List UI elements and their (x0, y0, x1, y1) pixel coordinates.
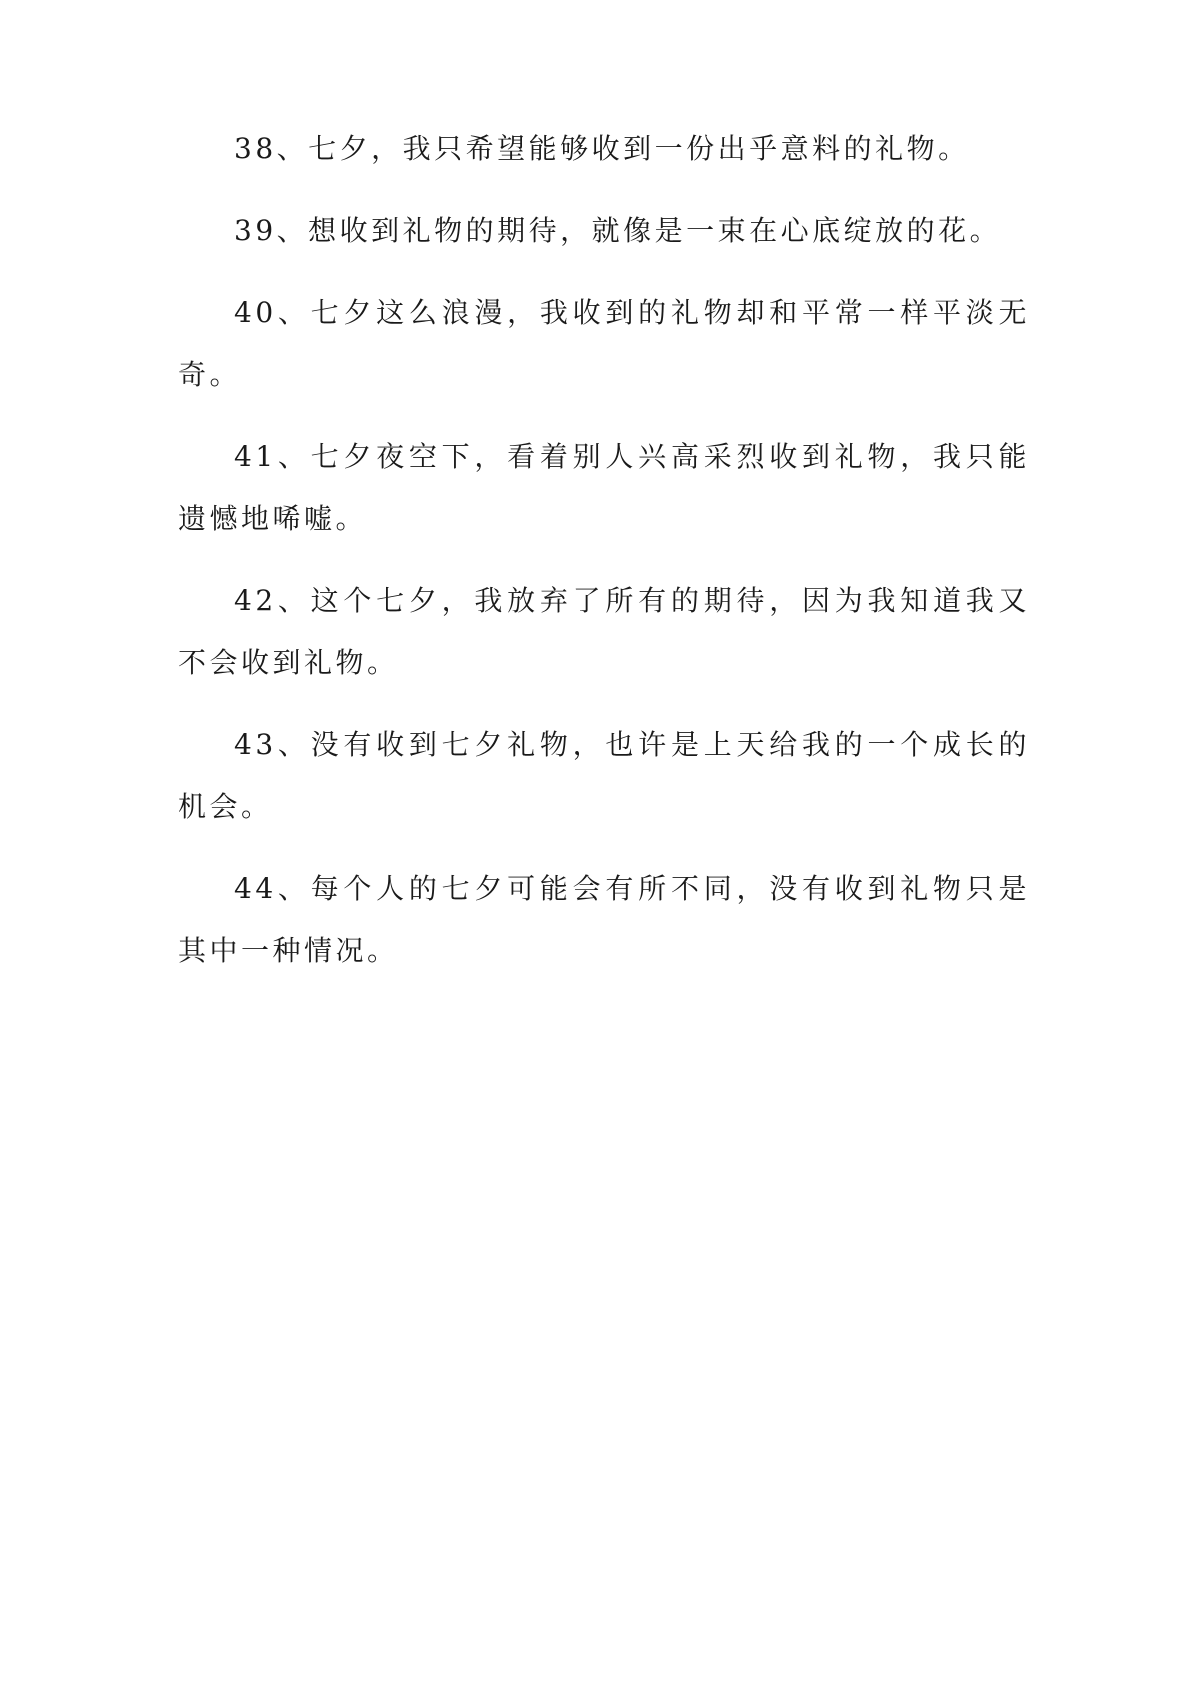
paragraph-42: 42、这个七夕，我放弃了所有的期待，因为我知道我又不会收到礼物。 (178, 584, 1030, 679)
document-body (178, 118, 1030, 1002)
paragraph-44: 44、每个人的七夕可能会有所不同，没有收到礼物只是其中一种情况。 (178, 872, 1030, 967)
paragraph-41: 41、七夕夜空下，看着别人兴高采烈收到礼物，我只能遗憾地唏嘘。 (178, 440, 1030, 535)
paragraph-38: 38、七夕，我只希望能够收到一份出乎意料的礼物。 (234, 132, 970, 165)
paragraph-43: 43、没有收到七夕礼物，也许是上天给我的一个成长的机会。 (178, 728, 1030, 823)
paragraph-39: 39、想收到礼物的期待，就像是一束在心底绽放的花。 (234, 214, 1002, 247)
paragraph-40: 40、七夕这么浪漫，我收到的礼物却和平常一样平淡无奇。 (178, 296, 1030, 391)
